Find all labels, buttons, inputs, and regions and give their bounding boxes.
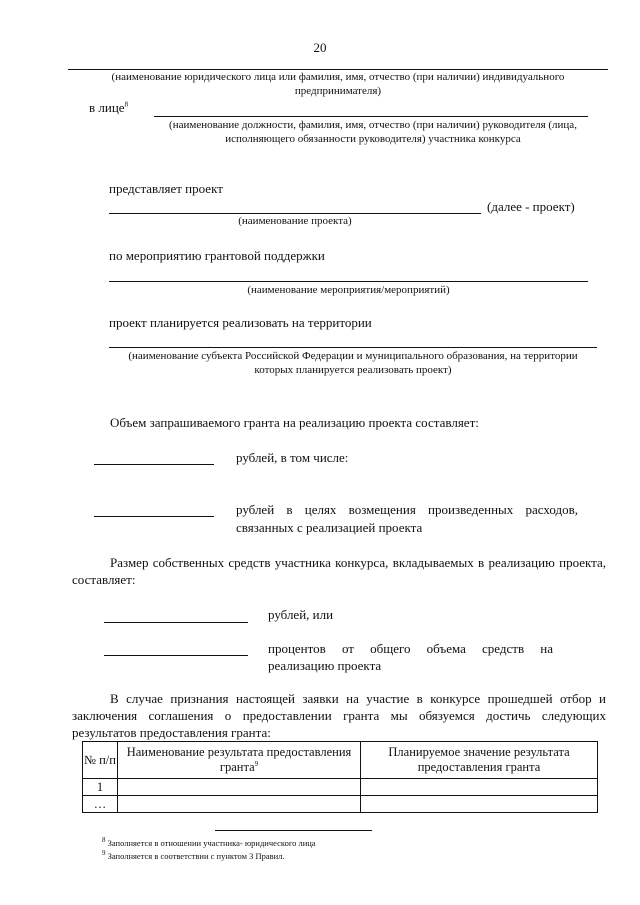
own-rubles-line [104, 622, 248, 623]
table-cell[interactable] [361, 779, 598, 796]
table-header-result-name: Наименование результата предоставления гранта$^9$ [118, 742, 361, 779]
grant-amount-text: Объем запрашиваемого гранта на реализацию проекта составляет: [110, 415, 479, 430]
page-number: 20 [313, 40, 327, 55]
territory-label: проект планируется реализовать на территории [109, 315, 372, 330]
table-cell[interactable] [361, 796, 598, 813]
percent-text: процентов от общего объема средств на реализацию проекта [268, 641, 553, 673]
table-row [83, 796, 598, 813]
obligation-text: В случае признания настоящей заявки на участие в конкурсе прошедшей отбор и заключения соглашения о предоставлении гранта мы обязуемся достичь следующих результатов предоставления гранта: [72, 691, 606, 740]
rubles-reimbursement: рублей в целях возмещения произведенных расходов, связанных с реализацией проекта [236, 502, 578, 535]
table-header-planned-value: Планируемое значение результата предоставления гранта [361, 742, 598, 779]
territory-line [109, 347, 597, 348]
table-cell: 1 [83, 779, 118, 796]
footnote-separator [215, 830, 372, 831]
project-name-caption: (наименование проекта) [238, 215, 352, 227]
table-row [83, 779, 598, 796]
event-line [109, 281, 588, 282]
percent-line [104, 655, 248, 656]
reimbursement-rubles-line [94, 516, 214, 517]
head-caption: (наименование должности, фамилия, имя, отчество (при наличии) руководителя (лица, исполняющего обязанности руководителя) участника конкурса [169, 119, 577, 145]
table-cell: … [83, 796, 118, 813]
grant-rubles-line [94, 464, 214, 465]
table-cell[interactable] [118, 796, 361, 813]
presents-project-label: представляет проект [109, 181, 223, 196]
hereinafter-project: (далее - проект) [487, 199, 575, 214]
footnote-8: $^8$ Заполняется в отношении участника- юридического лица [102, 836, 316, 848]
table-header-row [83, 742, 598, 779]
results-table [82, 741, 598, 813]
footnote-9: $^9$ Заполняется в соответствии с пунктом 3 Правил. [102, 849, 285, 861]
applicant-caption: (наименование юридического лица или фамилия, имя, отчество (при наличии) индивидуального предпринимателя) [111, 71, 565, 97]
grant-event-label: по мероприятию грантовой поддержки [109, 248, 325, 263]
rubles-or: рублей, или [268, 607, 334, 622]
event-caption: (наименование мероприятия/мероприятий) [247, 284, 450, 296]
territory-caption: (наименование субъекта Российской Федерации и муниципального образования, на территории которых планируется реализовать проект) [128, 350, 578, 376]
rubles-including: рублей, в том числе: [236, 450, 349, 465]
own-funds-text: Размер собственных средств участника конкурса, вкладываемых в реализацию проекта, составляет: [72, 555, 606, 587]
in-person-label: в лице$^8$ [89, 100, 129, 115]
head-line [154, 116, 588, 117]
table-cell[interactable] [118, 779, 361, 796]
table-header-number: № п/п [83, 742, 118, 779]
